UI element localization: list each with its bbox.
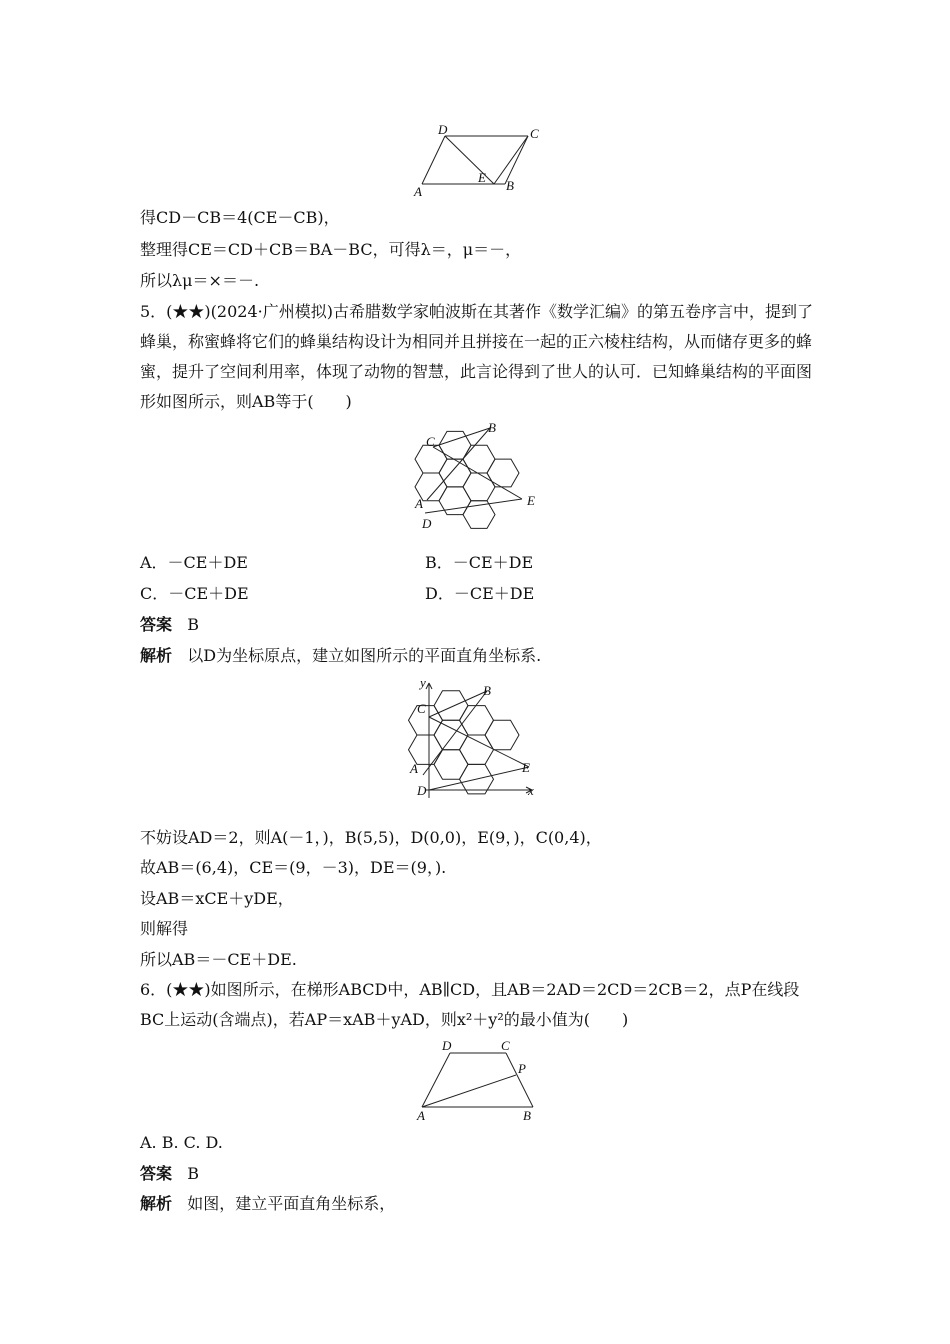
answer-label: 答案 (140, 1164, 173, 1183)
label-e: E (478, 170, 486, 185)
analysis-text: 以D为坐标原点，建立如图所示的平面直角坐标系. (187, 646, 542, 665)
label-d: D (442, 1038, 452, 1053)
honeycomb-axes-figure (405, 673, 545, 805)
answer-5 (140, 615, 820, 635)
solution-line-2: 故AB＝(6,4)，CE＝(9，－3)，DE＝(9，). (140, 858, 447, 877)
hexagon-cell (463, 473, 495, 501)
label-b: B (483, 683, 491, 698)
solution-line-5: 所以AB＝－CE＋DE. (140, 950, 297, 969)
answer-value: B (187, 1164, 200, 1183)
hexagon-cell (409, 735, 443, 764)
option-a: A．－CE＋DE (140, 553, 248, 572)
label-d: D (417, 783, 427, 798)
parallelogram-figure (410, 122, 550, 200)
answer-value: B (187, 615, 200, 634)
label-e: E (522, 760, 530, 775)
label-p: P (518, 1061, 526, 1076)
label-a: A (410, 761, 418, 776)
label-d: D (438, 122, 448, 137)
hexagon-cell (463, 445, 495, 473)
text-line-3: 所以λμ＝×＝－. (140, 271, 260, 290)
text-line-1: 得CD－CB＝4(CE－CB)， (140, 208, 340, 227)
label-y: y (420, 675, 426, 690)
label-b: B (506, 178, 514, 193)
answer-6 (140, 1164, 820, 1184)
solution-line-1: 不妨设AD＝2，则A(－1，)，B(5,5)，D(0,0)，E(9，)，C(0,4)， (140, 828, 602, 847)
analysis-6 (140, 1194, 820, 1214)
analysis-5 (140, 646, 820, 666)
question-6: 6．(★★)如图所示，在梯形ABCD中，AB∥CD，且AB＝2AD＝2CD＝2CB＝2，点P在线段BC上运动(含端点)，若AP＝xAB＋yAD，则x²＋y²的最小值为( ) (140, 980, 800, 1029)
label-c: C (501, 1038, 510, 1053)
text-line-2: 整理得CE＝CD＋CB＝BA－BC，可得λ＝，μ＝－， (140, 240, 522, 259)
analysis-label: 解析 (140, 646, 173, 665)
analysis-label: 解析 (140, 1194, 173, 1213)
option-d: D．－CE＋DE (425, 584, 535, 603)
label-a: A (417, 1108, 425, 1123)
hexagon-cell (434, 720, 468, 749)
honeycomb-figure (410, 420, 545, 542)
label-b: B (523, 1108, 531, 1123)
label-c: C (417, 701, 426, 716)
hexagon-cell (415, 445, 447, 473)
label-b: B (488, 420, 496, 435)
hexagon-cell (439, 459, 471, 487)
label-x: x (528, 783, 534, 798)
hexagon-cell (460, 735, 494, 764)
hexagon-cell (487, 459, 519, 487)
solution-line-3: 设AB＝xCE＋yDE， (140, 889, 294, 908)
label-d: D (422, 516, 432, 531)
hexagon-cell (485, 720, 519, 749)
label-a: A (414, 184, 422, 199)
trapezoid-figure (410, 1038, 545, 1124)
solution-line-4: 则解得 (140, 919, 189, 938)
label-a: A (415, 496, 423, 511)
answer-label: 答案 (140, 615, 173, 634)
analysis-text: 如图，建立平面直角坐标系， (187, 1194, 396, 1213)
label-c: C (426, 434, 435, 449)
option-c: C．－CE＋DE (140, 584, 249, 603)
question-6-options: A. B. C. D. (140, 1133, 223, 1152)
hexagon-cell (434, 691, 468, 721)
option-b: B．－CE＋DE (425, 553, 534, 572)
question-5: 5．(★★)(2024·广州模拟)古希腊数学家帕波斯在其著作《数学汇编》的第五卷序言中，提到了蜂巢，称蜜蜂将它们的蜂巢结构设计为相同并且拼接在一起的正六棱柱结构，从而储存更多的蜂蜜，提升了空间利用率，体现了动物的智慧，此言论得到了世人的认可．已知蜂巢结构的平面图形如图所示，则AB等于( ) (140, 302, 813, 411)
label-c: C (530, 126, 539, 141)
label-e: E (527, 493, 535, 508)
